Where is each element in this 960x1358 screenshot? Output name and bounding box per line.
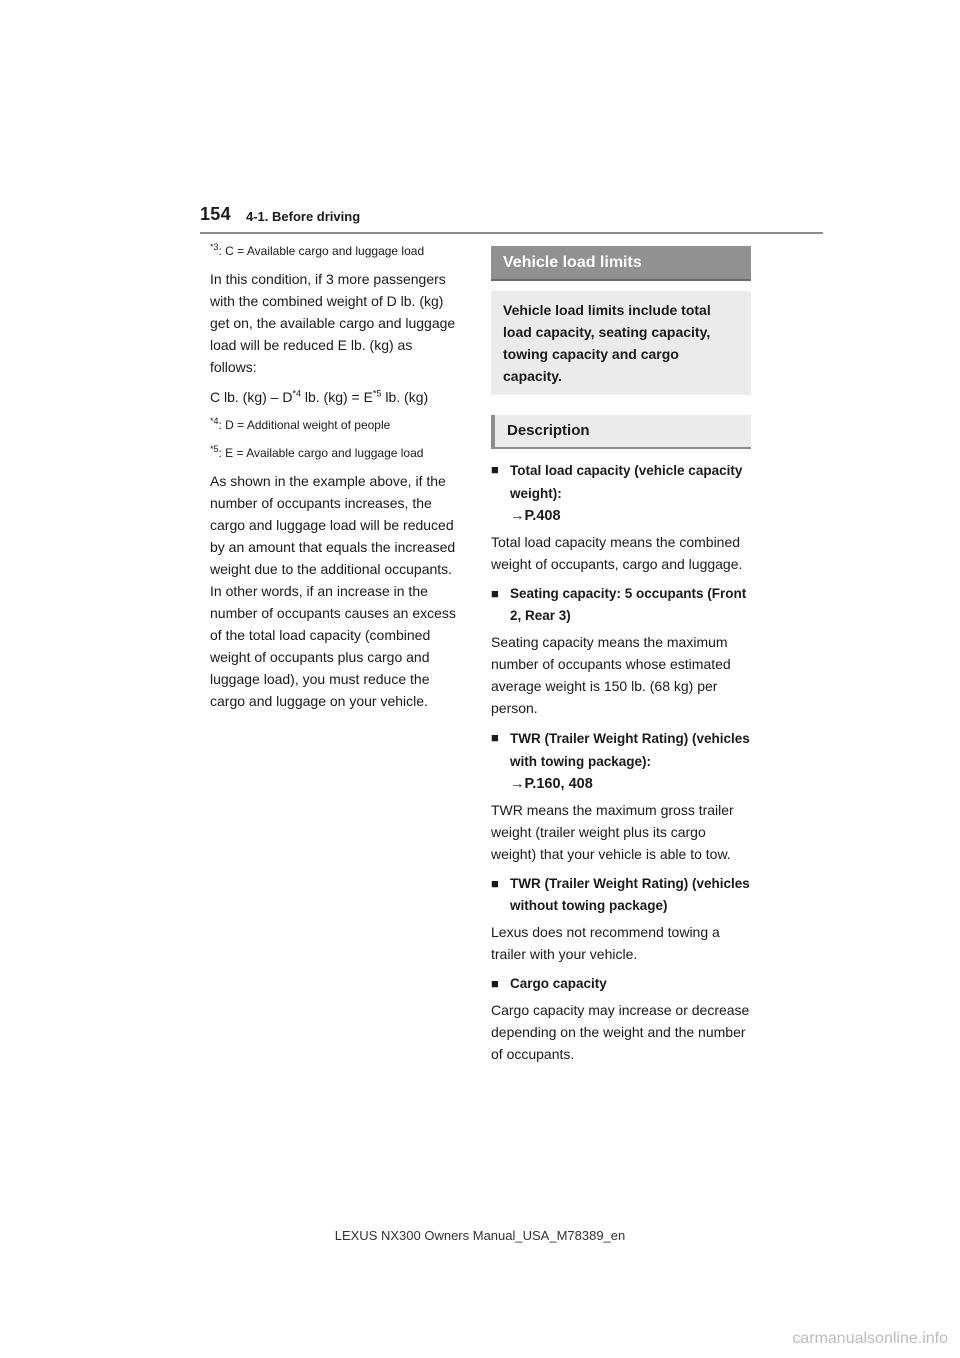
page-footer: LEXUS NX300 Owners Manual_USA_M78389_en	[334, 1228, 626, 1243]
item-title: TWR (Trailer Weight Rating) (vehicles with towing package):	[510, 731, 750, 769]
footnote-text: : C = Available cargo and luggage load	[218, 244, 425, 258]
footnote-mark: *4	[210, 416, 219, 426]
footnote-mark: *5	[372, 388, 382, 399]
footnote-3	[210, 240, 462, 262]
description-heading: Description	[491, 415, 751, 449]
formula	[210, 386, 462, 408]
footnote-5	[210, 442, 462, 464]
item-heading	[510, 459, 751, 527]
formula-part: lb. (kg) = E	[300, 389, 373, 405]
footnote-mark: *4	[292, 388, 301, 399]
item-title: Total load capacity (vehicle capacity weight):	[510, 463, 743, 501]
description-item	[491, 727, 751, 865]
right-column	[491, 246, 751, 1073]
description-item	[491, 973, 751, 1065]
item-body: Total load capacity means the combined weight of occupants, cargo and luggage.	[491, 534, 743, 572]
description-item	[491, 583, 751, 719]
paragraph-explanation: As shown in the example above, if the number of occupants increases, the cargo and luggage load will be reduced by an amount that equals the increased weight due to the additional occupants. In other words, if an increase in the number of occupants causes an excess of the total load capacity (combined weight of occupants plus cargo and luggage load), you must reduce the cargo and luggage on your vehicle.	[210, 473, 456, 709]
paragraph-intro: In this condition, if 3 more passengers with the combined weight of D lb. (kg) get on, the available cargo and luggage load will be reduced E lb. (kg) as follows:	[210, 271, 456, 375]
item-body: Cargo capacity may increase or decrease depending on the weight and the number of occupants.	[491, 1002, 750, 1062]
item-title: TWR (Trailer Weight Rating) (vehicles without towing package)	[510, 876, 750, 913]
description-item	[491, 873, 751, 965]
item-body: Seating capacity means the maximum number of occupants whose estimated average weight is 150 lb. (68 kg) per person.	[491, 634, 731, 716]
square-bullet-icon: ■	[491, 586, 499, 601]
section-heading: Vehicle load limits	[491, 246, 751, 281]
square-bullet-icon: ■	[491, 462, 499, 477]
square-bullet-icon: ■	[491, 730, 499, 745]
left-column	[210, 240, 462, 720]
page-reference-link[interactable]: →P.160, 408	[510, 776, 593, 792]
description-item	[491, 459, 751, 575]
footnote-text: : E = Available cargo and luggage load	[218, 446, 424, 460]
footnote-4	[210, 414, 462, 436]
item-title: Cargo capacity	[510, 976, 607, 991]
intro-box: Vehicle load limits include total load capacity, seating capacity, towing capacity and cargo capacity.	[491, 291, 751, 395]
header-divider	[200, 232, 823, 234]
square-bullet-icon: ■	[491, 876, 499, 891]
footnote-mark: *5	[210, 444, 219, 454]
page-reference-link[interactable]: →P.408	[510, 508, 561, 524]
square-bullet-icon: ■	[491, 976, 499, 991]
page-number: 154	[200, 204, 231, 224]
item-body: TWR means the maximum gross trailer weight (trailer weight plus its cargo weight) that your vehicle is able to tow.	[491, 802, 734, 862]
item-title: Seating capacity: 5 occupants (Front 2, Rear 3)	[510, 586, 747, 623]
footnote-text: : D = Additional weight of people	[218, 418, 391, 432]
item-body: Lexus does not recommend towing a trailer with your vehicle.	[491, 924, 720, 962]
watermark: carmanualsonline.info	[792, 1330, 948, 1347]
formula-part: C lb. (kg) – D	[210, 389, 293, 405]
footnote-mark: *3	[210, 242, 219, 252]
section-label: 4-1. Before driving	[246, 209, 361, 224]
item-heading	[510, 727, 751, 795]
formula-part: lb. (kg)	[381, 389, 429, 405]
